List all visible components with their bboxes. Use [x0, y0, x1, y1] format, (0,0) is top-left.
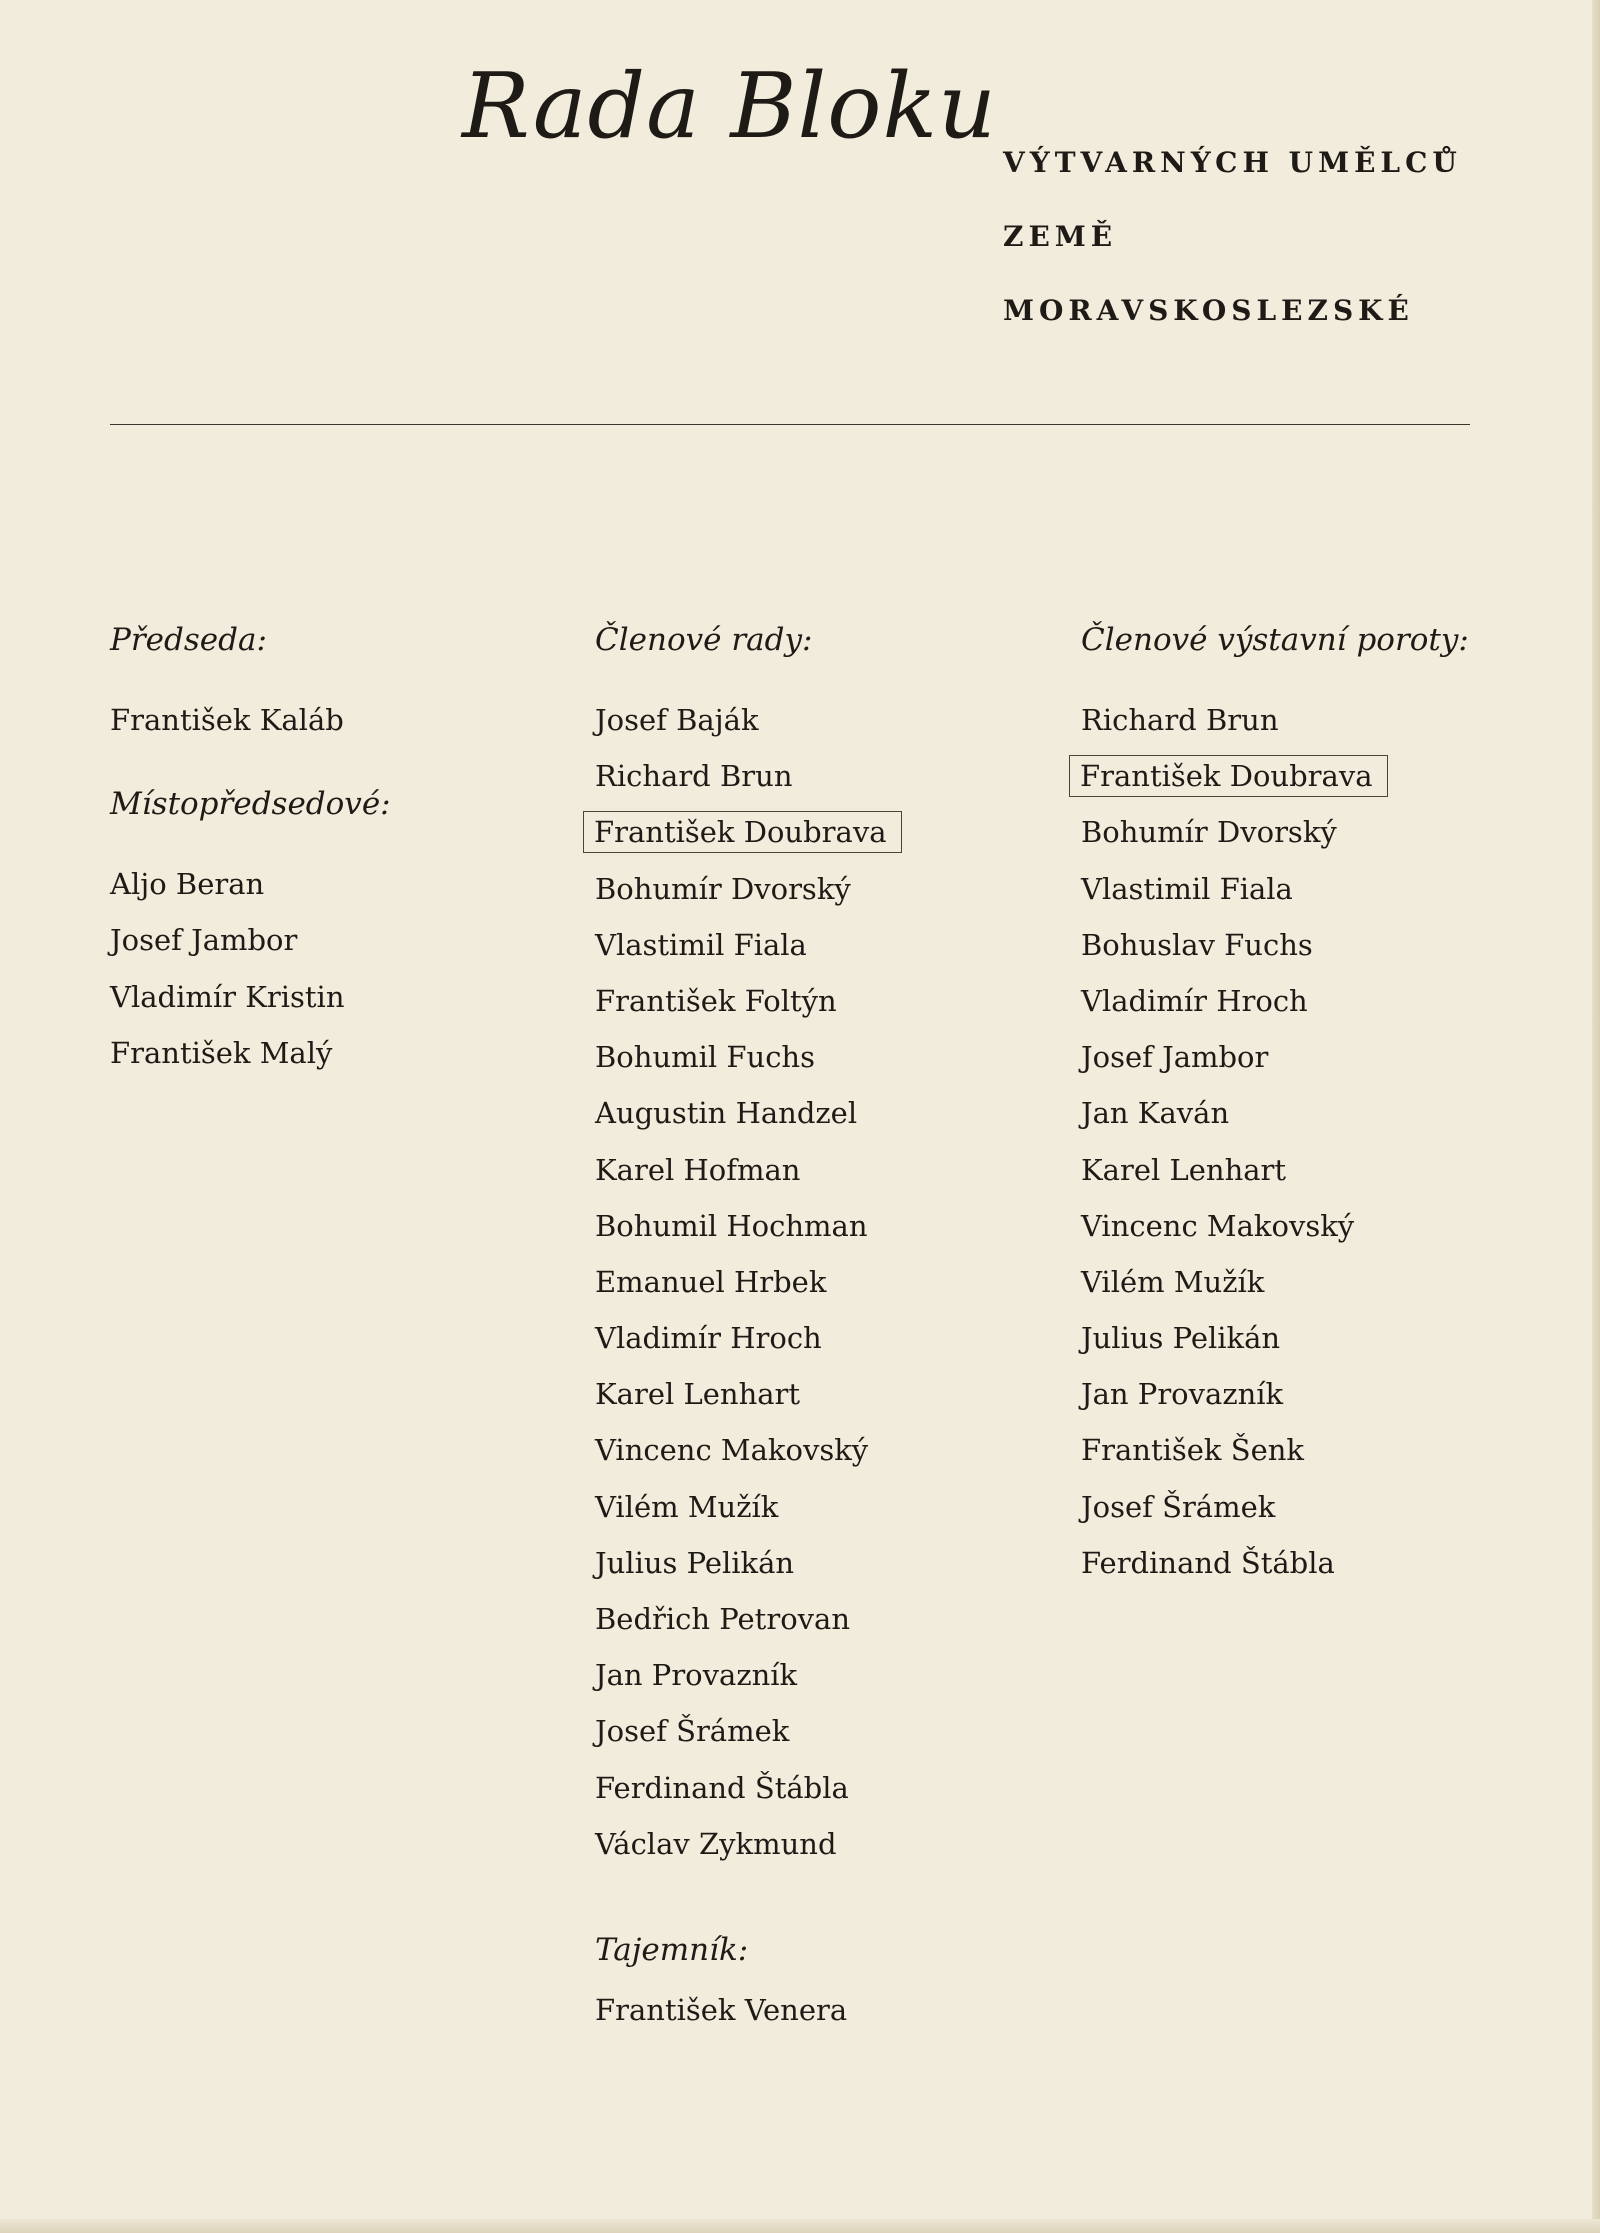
jury-member-list	[1081, 692, 1469, 1591]
list-item: Josef Jambor	[110, 923, 298, 958]
subtitle-line: VÝTVARNÝCH UMĚLCŮ	[1003, 146, 1462, 179]
list-item: Bohuslav Fuchs	[1081, 927, 1313, 962]
list-item: Josef Šrámek	[595, 1714, 790, 1749]
list-item: Karel Lenhart	[1081, 1152, 1287, 1187]
secretary-name: František Venera	[595, 1992, 848, 2027]
secretary-heading: Tajemník:	[595, 1931, 749, 1968]
list-item: Karel Lenhart	[595, 1377, 801, 1412]
list-item: Václav Zykmund	[595, 1826, 837, 1861]
vice-chair-heading: Místopředsedové:	[110, 786, 391, 823]
list-item: Vilém Mužík	[595, 1489, 779, 1524]
list-item: Jan Provazník	[1081, 1377, 1284, 1412]
list-item: František Foltýn	[595, 983, 837, 1018]
chair-heading: Předseda:	[110, 622, 267, 658]
page-title: Rada Bloku	[462, 54, 997, 159]
list-item: Bohumír Dvorský	[595, 871, 851, 906]
column-jury-members	[1081, 612, 1469, 1591]
list-item: Richard Brun	[1081, 703, 1279, 737]
column-chair	[110, 612, 391, 1081]
list-item: Vladimír Hroch	[595, 1321, 822, 1356]
list-item: Jan Provazník	[595, 1658, 798, 1693]
page-edge	[1592, 0, 1600, 2233]
list-item: Vladimír Hroch	[1081, 983, 1308, 1018]
chair-name: František Kaláb	[110, 703, 344, 737]
list-item: Aljo Beran	[110, 867, 265, 902]
page-subtitle	[1003, 126, 1462, 348]
list-item: Augustin Handzel	[595, 1096, 858, 1131]
list-item-marked	[595, 804, 902, 860]
council-heading: Členové rady:	[595, 622, 813, 658]
list-item: Karel Hofman	[595, 1152, 801, 1187]
marked-name: František Doubrava	[1069, 755, 1388, 797]
list-item: Vladimír Kristin	[110, 979, 345, 1014]
spacer	[595, 1872, 902, 1922]
list-item: Josef Baják	[595, 703, 759, 737]
chair-list	[110, 692, 391, 748]
list-item: Josef Jambor	[1081, 1040, 1269, 1075]
list-item: Bohumír Dvorský	[1081, 815, 1337, 850]
list-item: Ferdinand Štábla	[1081, 1545, 1335, 1580]
jury-heading: Členové výstavní poroty:	[1081, 622, 1469, 658]
list-item: Julius Pelikán	[1081, 1321, 1281, 1356]
list-item: Josef Šrámek	[1081, 1489, 1276, 1524]
list-item: Bedřich Petrovan	[595, 1602, 851, 1636]
list-item: Bohumil Hochman	[595, 1208, 868, 1243]
subtitle-line: MORAVSKOSLEZSKÉ	[1003, 294, 1414, 327]
list-item: Vincenc Makovský	[595, 1433, 869, 1468]
vice-chair-list	[110, 856, 391, 1081]
list-item: Richard Brun	[595, 759, 793, 794]
list-item: Vilém Mužík	[1081, 1264, 1265, 1299]
list-item-marked	[1081, 748, 1469, 804]
list-item: František Šenk	[1081, 1433, 1304, 1468]
spacer	[110, 748, 391, 776]
subtitle-line: ZEMĚ	[1003, 220, 1118, 253]
council-member-list	[595, 692, 902, 1872]
list-item: Emanuel Hrbek	[595, 1264, 827, 1299]
secretary-list	[595, 1982, 902, 2038]
list-item: Bohumil Fuchs	[595, 1040, 815, 1075]
page-bottom-edge	[0, 2219, 1600, 2233]
horizontal-divider	[110, 424, 1470, 425]
list-item: František Malý	[110, 1035, 333, 1070]
marked-name: František Doubrava	[583, 811, 902, 853]
list-item: Vlastimil Fiala	[595, 927, 807, 962]
column-council-members	[595, 612, 902, 2038]
list-item: Ferdinand Štábla	[595, 1770, 849, 1805]
list-item: Vincenc Makovský	[1081, 1208, 1355, 1243]
list-item: Vlastimil Fiala	[1081, 871, 1293, 906]
list-item: Jan Kaván	[1081, 1096, 1230, 1131]
list-item: Julius Pelikán	[595, 1545, 795, 1580]
